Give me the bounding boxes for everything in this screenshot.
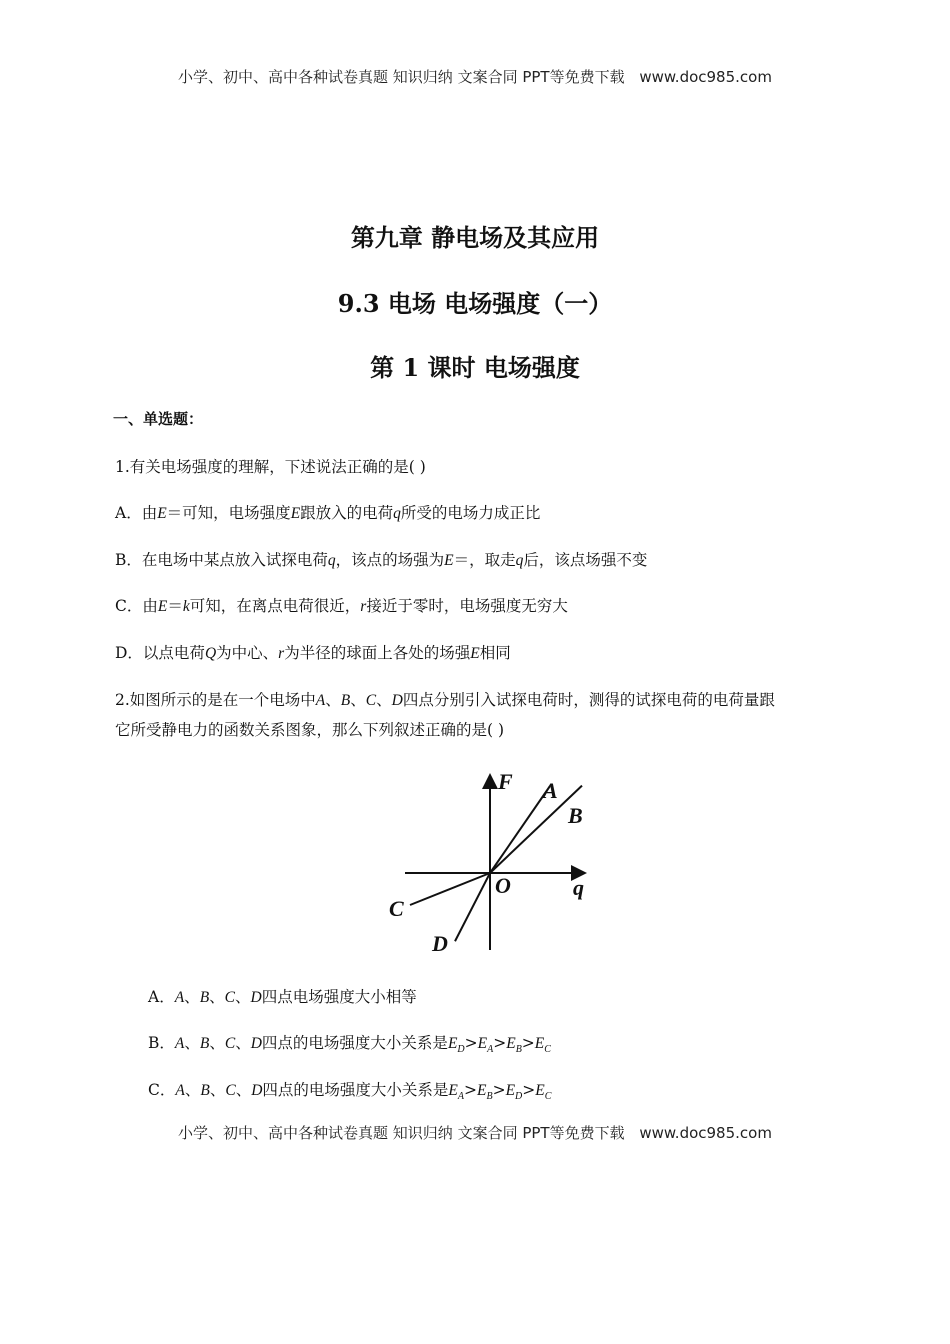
line-c (410, 873, 490, 905)
banner-url[interactable]: www.doc985.com (639, 68, 772, 86)
line-b (490, 786, 582, 873)
label-a: A (543, 778, 558, 803)
label-b: B (568, 803, 583, 828)
banner-text: 小学、初中、高中各种试卷真题 知识归纳 文案合同 PPT等免费下载 (178, 68, 625, 86)
q2-option-c: C．A、B、C、D四点的电场强度大小关系是$E_A>E_B>E_D>E_C$ (148, 1081, 552, 1103)
q1-stem: 1.有关电场强度的理解，下述说法正确的是( ) (115, 458, 426, 476)
footer-banner (0, 1122, 950, 1143)
line-a (490, 786, 550, 873)
q2-stem-line1: 2.如图所示的是在一个电场中A、B、C、D四点分别引入试探电荷时，测得的试探电荷的电荷量跟 (115, 691, 775, 709)
label-d: D (432, 931, 448, 955)
section-heading: 一、单选题： (113, 410, 204, 428)
origin-label: O (495, 873, 511, 898)
q1-option-d: D．以点电荷Q为中心、r为半径的球面上各处的场强E相同 (115, 644, 511, 662)
q2-stem-line2: 它所受静电力的函数关系图象，那么下列叙述正确的是( ) (115, 721, 505, 739)
q2-option-b: B．A、B、C、D四点的电场强度大小关系是$E_D>E_A>E_B>E_C$ (148, 1034, 551, 1056)
header-banner (0, 66, 950, 87)
chapter-title: 第九章 静电场及其应用 (350, 223, 600, 252)
section-title: 9.3 电场 电场强度（一） (337, 289, 613, 318)
q1-option-c: C．由E＝k可知，在离点电荷很近，r接近于零时，电场强度无穷大 (115, 597, 568, 615)
label-c: C (389, 896, 404, 921)
banner-text: 小学、初中、高中各种试卷真题 知识归纳 文案合同 PPT等免费下载 (178, 1124, 625, 1142)
q2-option-a: A．A、B、C、D四点电场强度大小相等 (148, 988, 417, 1006)
line-d (455, 873, 490, 941)
q1-option-a: A．由E＝可知，电场强度E跟放入的电荷q所受的电场力成正比 (115, 504, 541, 522)
y-axis-label: F (498, 769, 513, 794)
force-charge-graph (385, 765, 605, 955)
lesson-title: 第 1 课时 电场强度 (370, 353, 580, 382)
q1-option-b: B．在电场中某点放入试探电荷q，该点的场强为E＝，取走q后，该点场强不变 (115, 551, 648, 569)
banner-url[interactable]: www.doc985.com (639, 1124, 772, 1142)
x-axis-label: q (573, 875, 584, 900)
